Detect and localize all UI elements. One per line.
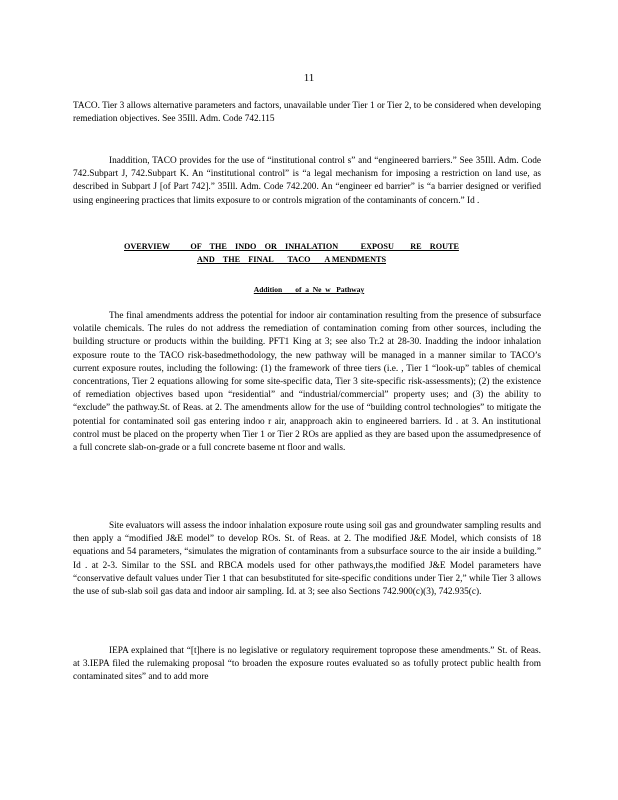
section-heading-line-1: OVERVIEW OF THE INDO OR INHALATION EXPOSU RE ROUTE [124, 242, 459, 251]
paragraph-taco-tier3: TACO. Tier 3 allows alternative parameters and factors, unavailable under Tier 1 or Tier 2, to be considered when developing remediation objectives. See 35Ill. Adm. Code 742.115 [73, 101, 541, 125]
page-number: 11 [303, 72, 315, 84]
paragraph-institutional-controls: Inaddition, TACO provides for the use of “institutional control s” and “engineered barriers.” See 35Ill. Adm. Code 742.Subpart J, 742.Subpart K. An “institutional control” is “a legal mechanism for imposing a restriction on land use, as described in Subpart J [of Part 742].” 35Ill. Adm. Code 742.200. An “engineer ed barrier” is “a barrier designed or verified using engineering practices that limits exposure to or controls migration of the contaminants of concern.” Id . [73, 156, 541, 206]
subsection-heading-text: Addition of a Ne w Pathway [253, 285, 365, 294]
section-heading [124, 240, 494, 266]
section-heading-line-2: AND THE FINAL TACO A MENDMENTS [197, 255, 387, 264]
paragraph-final-amendments: The final amendments address the potential for indoor air contamination resulting from the presence of subsurface volatile chemicals. The rules do not address the remediation of contamination coming from other sources, including the building structure or products within the building. PFT1 King at 3; see also Tr.2 at 28-30. Inadding the indoor inhalation exposure route to the TACO risk-basedmethodology, the new pathway will be managed in a manner similar to TACO’s current exposure routes, including the following: (1) the framework of three tiers (i.e. , Tier 1 “look-up” tables of chemical concentrations, Tier 2 equations allowing for some site-specific data, Tier 3 site-specific risk-assessments); (2) the existence of remediation objectives based upon “residential” and “industrial/commercial” property uses; and (3) the ability to “exclude” the pathway.St. of Reas. at 2. The amendments allow for the use of “building control technologies” to mitigate the potential for contaminated soil gas entering indoo r air, anapproach akin to engineered barriers. Id . at 3. An institutional control must be placed on the property when Tier 1 or Tier 2 ROs are applied as they are based upon the assumedpresence of a full concrete slab-on-grade or a full concrete baseme nt floor and walls. [73, 311, 541, 454]
paragraph-iepa-explained: IEPA explained that “[t]here is no legislative or regulatory requirement topropose these amendments.” St. of Reas. at 3.IEPA filed the rulemaking proposal “to broaden the exposure routes evaluated so as tofully protect public health from contaminated sites” and to add more [73, 646, 541, 683]
paragraph-site-evaluators: Site evaluators will assess the indoor inhalation exposure route using soil gas and groundwater sampling results and then apply a “modified J&E model” to develop ROs. St. of Reas. at 2. The modified J&E Model, which consists of 18 equations and 54 parameters, “simulates the migration of contaminants from a subsurface source to the air inside a building.” Id . at 2-3. Similar to the SSL and RBCA models used for other pathways,the modified J&E Model parameters have “conservative default values under Tier 1 that can besubstituted for site-specific conditions under Tier 2,” while Tier 3 allows the use of sub-slab soil gas data and indoor air sampling. Id. at 3; see also Sections 742.900(c)(3), 742.935(c). [73, 521, 541, 598]
subsection-heading [0, 285, 618, 294]
